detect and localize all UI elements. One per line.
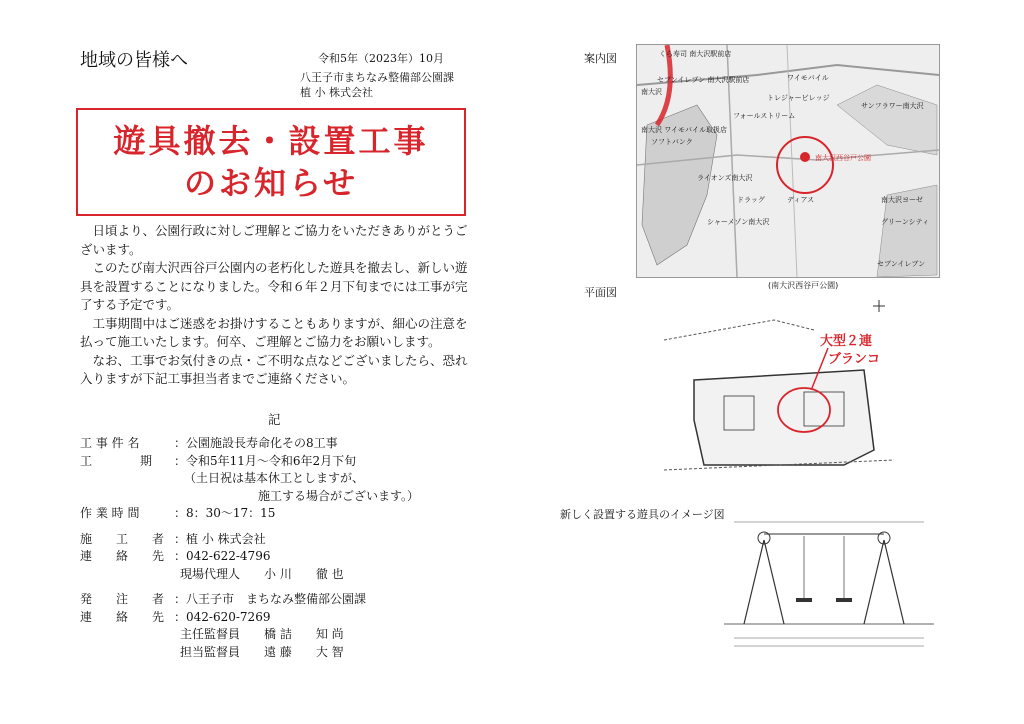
plan-label: 平面図 bbox=[584, 286, 617, 299]
map-place: サンフラワー南大沢 bbox=[861, 102, 924, 110]
map-label: 案内図 bbox=[584, 52, 617, 65]
map-place: セブンイレブン 南大沢駅前店 bbox=[657, 76, 750, 84]
paragraph: 日頃より、公園行政に対しご理解とご協力をいただきありがとうございます。 bbox=[80, 223, 468, 257]
detail-row bbox=[80, 453, 500, 471]
detail-row bbox=[80, 505, 500, 523]
map-place: シャーメゾン南大沢 bbox=[707, 218, 770, 226]
detail-value: ：公園施設長寿命化その8工事 bbox=[174, 436, 338, 450]
paragraph: なお、工事でお気付きの点・ご不明な点などございましたら、恐れ入りますが下記工事担当者までご連絡ください。 bbox=[80, 352, 468, 386]
map-place: ワイモバイル bbox=[787, 74, 829, 82]
greeting: 地域の皆様へ bbox=[80, 50, 188, 71]
map-place: くら寿司 南大沢駅前店 bbox=[659, 50, 732, 58]
detail-label: 工 期 bbox=[80, 453, 153, 468]
issue-date: 令和5年（2023年）10月 bbox=[318, 52, 444, 65]
detail-row bbox=[80, 609, 500, 627]
detail-label: 連 絡 先 bbox=[80, 609, 165, 624]
detail-note: 施工する場合がございます。） bbox=[258, 488, 420, 503]
ki-heading: 記 bbox=[268, 412, 281, 427]
detail-row bbox=[80, 435, 500, 453]
swing-drawing bbox=[724, 514, 934, 650]
issuer-department: 八王子市まちなみ整備部公園課 bbox=[300, 71, 454, 84]
map-place: ディアス bbox=[787, 196, 815, 204]
map-place: フォールストリーム bbox=[733, 112, 796, 120]
detail-note: （土日祝は基本休工としますが、 bbox=[184, 471, 365, 485]
map-park-label: 南大沢西谷戸公園 bbox=[815, 154, 871, 162]
issuer bbox=[300, 70, 454, 100]
detail-label: 工 事 件 名 bbox=[80, 436, 140, 450]
details-list bbox=[80, 435, 500, 661]
detail-row bbox=[80, 531, 500, 549]
notice-body bbox=[80, 222, 470, 389]
map-place: トレジャービレッジ bbox=[767, 94, 830, 102]
map-place: セブンイレブン bbox=[877, 260, 926, 268]
map-caption: (南大沢西谷戸公園) bbox=[768, 281, 839, 290]
detail-value: ：8：30～17：15 bbox=[174, 506, 276, 520]
map-place: ソフトバンク bbox=[651, 138, 693, 146]
detail-value: ：植 小 株式会社 bbox=[174, 531, 266, 546]
notice-title-box bbox=[76, 108, 466, 216]
notice-title-line1: 遊具撤去・設置工事 bbox=[113, 122, 429, 160]
location-map bbox=[636, 44, 940, 278]
site-plan bbox=[664, 300, 894, 490]
detail-value: ：042-622-4796 bbox=[174, 549, 271, 563]
detail-label: 施 工 者 bbox=[80, 531, 165, 546]
map-place: ライオンズ南大沢 bbox=[697, 174, 753, 182]
detail-value: ：令和5年11月～令和6年2月下旬 bbox=[174, 453, 357, 468]
swing-elevation bbox=[724, 514, 934, 650]
plan-callout-line2: ブランコ bbox=[828, 352, 881, 367]
detail-row bbox=[80, 591, 500, 609]
chief-supervisor: 主任監督員 橋 詰 知 尚 bbox=[180, 627, 344, 641]
map-place: 南大沢 bbox=[641, 88, 662, 96]
map-place: 南大沢 ワイモバイル取扱店 bbox=[641, 126, 728, 134]
detail-value: ：042-620-7269 bbox=[174, 609, 271, 624]
plan-callout-line1: 大型２連 bbox=[820, 334, 873, 349]
equipment-image-label: 新しく設置する遊具のイメージ図 bbox=[560, 508, 725, 521]
detail-label: 作 業 時 間 bbox=[80, 506, 140, 520]
detail-value: ：八王子市 まちなみ整備部公園課 bbox=[174, 592, 367, 606]
detail-label: 発 注 者 bbox=[80, 592, 165, 606]
paragraph: このたび南大沢西谷戸公園内の老朽化した遊具を撤去し、新しい遊具を設置することになりました。令和６年２月下旬までには工事が完了する予定です。 bbox=[80, 260, 468, 312]
detail-label: 連 絡 先 bbox=[80, 549, 165, 563]
map-place: 南大沢ヨーゼ bbox=[881, 196, 923, 204]
issuer-company: 植 小 株式会社 bbox=[300, 86, 373, 99]
map-place: グリーンシティ bbox=[881, 218, 930, 226]
site-plan-drawing bbox=[664, 300, 894, 490]
paragraph: 工事期間中はご迷惑をお掛けすることもありますが、細心の注意を払って施工いたします。何卒、ご理解とご協力をお願いします。 bbox=[80, 315, 468, 349]
staff-supervisor: 担当監督員 遠 藤 大 智 bbox=[180, 644, 344, 659]
map-place: ドラッグ bbox=[737, 196, 765, 204]
detail-row bbox=[80, 548, 500, 566]
site-agent: 現場代理人 小 川 徹 也 bbox=[180, 566, 344, 581]
notice-title-line2: のお知らせ bbox=[183, 164, 359, 202]
